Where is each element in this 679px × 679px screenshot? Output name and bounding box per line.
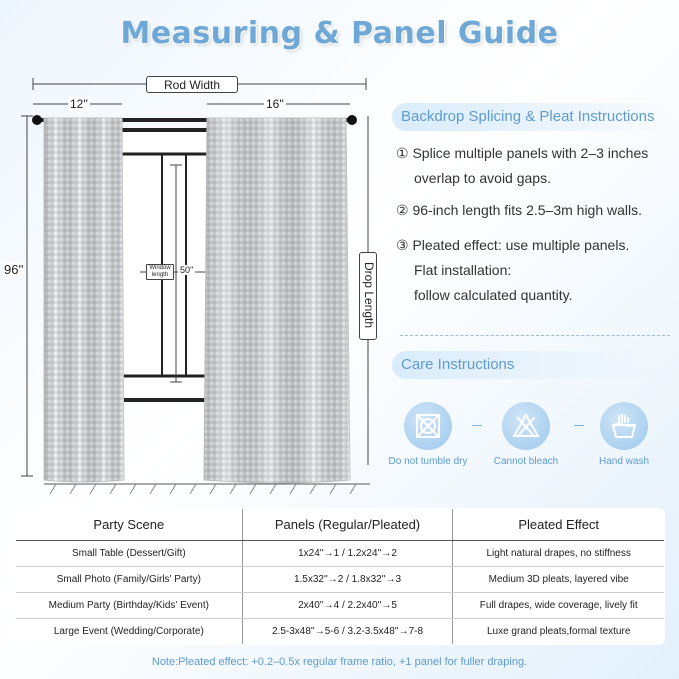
table-header-row — [16, 509, 665, 541]
item-text: follow calculated quantity. — [414, 287, 573, 303]
table-row — [16, 593, 665, 619]
item-text: Splice multiple panels with 2–3 inches — [412, 145, 649, 161]
table-cell: Light natural drapes, no stiffness — [453, 541, 665, 567]
no-bleach-icon — [502, 402, 550, 450]
splicing-item-2 — [396, 198, 642, 223]
table-row — [16, 619, 665, 645]
column-header: Panels (Regular/Pleated) — [242, 509, 453, 541]
table-cell: Luxe grand pleats,formal texture — [486, 626, 631, 637]
rod-width-label: Rod Width — [146, 76, 238, 93]
table-cell: 2x40''→4 / 2.2x40''→5 — [242, 593, 453, 619]
splicing-header: Backdrop Splicing & Pleat Instructions — [392, 103, 672, 131]
care-label: Hand wash — [598, 456, 650, 467]
item-number: ② — [396, 202, 409, 218]
item-text: overlap to avoid gaps. — [414, 170, 551, 186]
item-text: 96-inch length fits 2.5–3m high walls. — [412, 202, 643, 218]
care-hand-wash — [594, 402, 654, 454]
column-header: Pleated Effect — [453, 509, 665, 541]
care-label: Do not tumble dry — [388, 456, 468, 467]
care-no-tumble-dry — [398, 402, 458, 454]
footer-note: Note:Pleated effect: +0.2–0.5x regular frame ratio, +1 panel for fuller draping. — [151, 656, 528, 668]
page-title: Measuring & Panel Guide — [120, 16, 559, 51]
table-cell: 1x24''→1 / 1.2x24''→2 — [242, 541, 453, 567]
table-row — [16, 541, 665, 567]
item-text: Flat installation: — [414, 262, 512, 278]
table-cell: 1.5x32''→2 / 1.8x32''→3 — [242, 567, 453, 593]
table-cell: 2.5-3x48''→5-6 / 3.2-3.5x48''→7-8 — [242, 619, 453, 645]
drop-length-text: Drop Length — [362, 261, 376, 329]
table-cell: Medium 3D pleats, layered vibe — [453, 567, 665, 593]
hand-wash-icon — [600, 402, 648, 450]
no-tumble-dry-icon — [404, 402, 452, 450]
measurement-diagram — [0, 70, 390, 500]
right-panel-width: 16'' — [266, 97, 284, 111]
table-cell: Full drapes, wide coverage, lively fit — [453, 593, 665, 619]
table-cell: Small Photo (Family/Girls' Party) — [16, 567, 243, 593]
table-cell: Medium Party (Birthday/Kids' Event) — [16, 593, 243, 619]
party-scene-table — [15, 508, 665, 645]
left-panel-width: 12'' — [70, 97, 88, 111]
care-label: Cannot bleach — [493, 456, 559, 467]
drop-length-label — [359, 252, 377, 340]
window-length-value: 50'' — [180, 265, 194, 275]
item-text: Pleated effect: use multiple panels. — [412, 237, 630, 253]
table-cell: Large Event (Wedding/Corporate) — [16, 619, 243, 645]
item-number: ① — [396, 145, 409, 161]
table-row — [16, 567, 665, 593]
section-divider — [400, 335, 670, 336]
splicing-item-1 — [396, 141, 648, 191]
care-separator — [472, 425, 482, 426]
table-cell: Small Table (Dessert/Gift) — [16, 541, 243, 567]
care-header: Care Instructions — [392, 351, 672, 379]
splicing-item-3 — [396, 233, 629, 308]
column-header: Party Scene — [16, 509, 243, 541]
curtain-illustration — [0, 70, 390, 500]
panel-height: 96'' — [4, 262, 24, 277]
item-number: ③ — [396, 237, 409, 253]
care-separator — [574, 425, 584, 426]
window-length-label: Window length — [146, 264, 174, 280]
care-no-bleach — [496, 402, 556, 454]
